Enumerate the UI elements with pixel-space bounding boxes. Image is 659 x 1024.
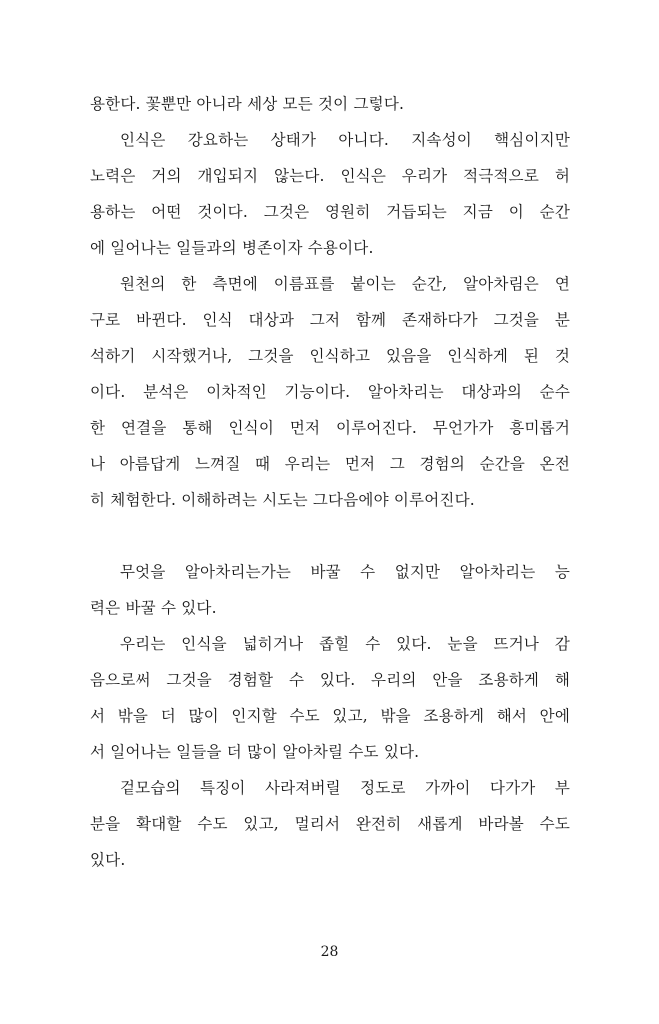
text-line: 력은 바꿀 수 있다. (90, 599, 217, 617)
text-line: 인식은 강요하는 상태가 아니다. 지속성이 핵심이지만 (120, 131, 570, 149)
text-line: 나 아름답게 느껴질 때 우리는 먼저 그 경험의 순간을 온전 (90, 455, 570, 473)
text-line: 겉모습의 특징이 사라져버릴 정도로 가까이 다가가 부 (120, 779, 570, 797)
text-line: 구로 바뀐다. 인식 대상과 그저 함께 존재하다가 그것을 분 (90, 311, 570, 329)
text-line: 원천의 한 측면에 이름표를 붙이는 순간, 알아차림은 연 (120, 275, 570, 293)
page-number: 28 (320, 944, 339, 960)
text-line: 노력은 거의 개입되지 않는다. 인식은 우리가 적극적으로 허 (90, 167, 570, 185)
text-line: 히 체험한다. 이해하려는 시도는 그다음에야 이루어진다. (90, 491, 475, 509)
text-line: 우리는 인식을 넓히거나 좁힐 수 있다. 눈을 뜨거나 감 (120, 635, 570, 653)
text-line: 에 일어나는 일들과의 병존이자 수용이다. (90, 239, 374, 257)
text-line: 서 밖을 더 많이 인지할 수도 있고, 밖을 조용하게 해서 안에 (90, 707, 570, 725)
text-line: 서 일어나는 일들을 더 많이 알아차릴 수도 있다. (90, 743, 420, 761)
text-line: 이다. 분석은 이차적인 기능이다. 알아차리는 대상과의 순수 (90, 383, 570, 401)
text-line: 석하기 시작했거나, 그것을 인식하고 있음을 인식하게 된 것 (90, 347, 570, 365)
text-line: 한 연결을 통해 인식이 먼저 이루어진다. 무언가가 흥미롭거 (90, 419, 570, 437)
text-line: 음으로써 그것을 경험할 수 있다. 우리의 안을 조용하게 해 (90, 671, 570, 689)
text-line: 용한다. 꽃뿐만 아니라 세상 모든 것이 그렇다. (90, 95, 405, 113)
paragraph-gap (90, 518, 570, 554)
text-line: 분을 확대할 수도 있고, 멀리서 완전히 새롭게 바라볼 수도 (90, 815, 570, 833)
text-line: 용하는 어떤 것이다. 그것은 영원히 거듭되는 지금 이 순간 (90, 203, 570, 221)
text-line: 무엇을 알아차리는가는 바꿀 수 없지만 알아차리는 능 (120, 563, 570, 581)
body-text (90, 86, 570, 878)
text-line: 있다. (90, 851, 126, 869)
